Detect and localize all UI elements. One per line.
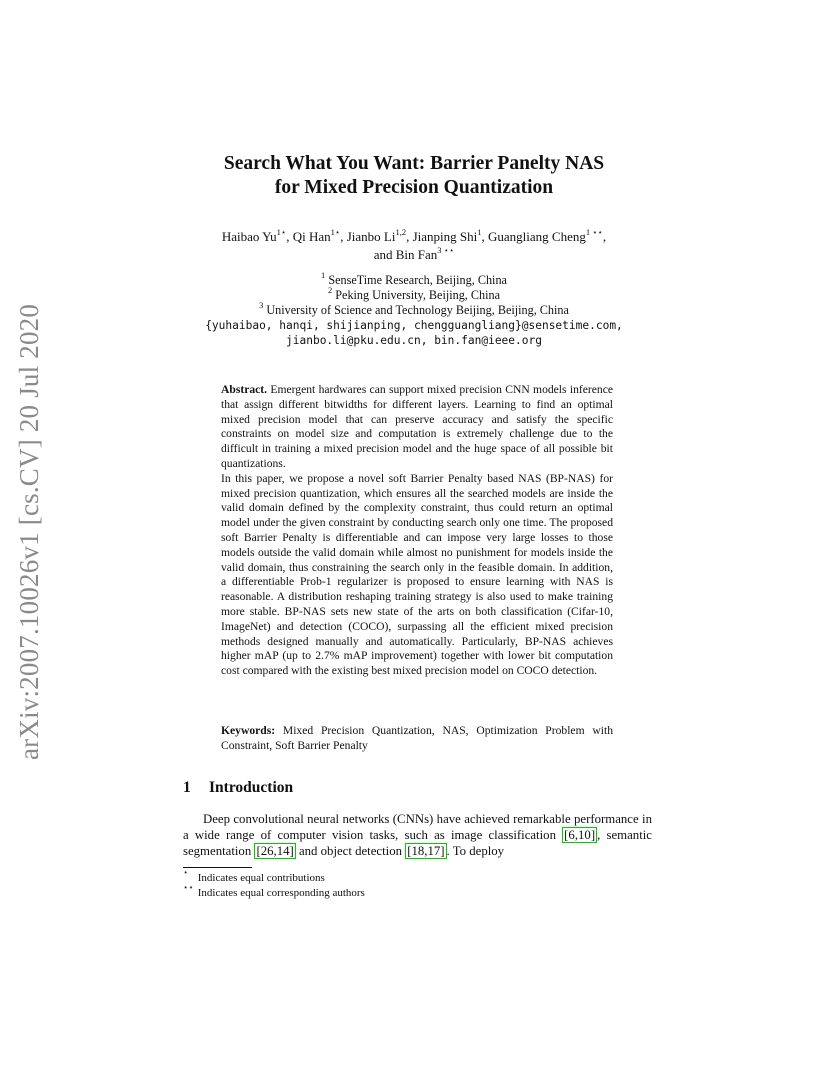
- author-affiliation-mark: 1⋆: [276, 226, 287, 237]
- author-affiliation-mark: 3 ⋆⋆: [437, 244, 455, 255]
- introduction-paragraph: Deep convolutional neural networks (CNNs) have achieved remarkable performance in a wide range of computer vision tasks, such as image classification [6,10] , semantic segmentation [26,14] and object detection [18,17] . To deploy: [183, 812, 652, 859]
- section-number: 1: [183, 779, 191, 796]
- citation-link[interactable]: [18,17]: [407, 844, 445, 859]
- author-name: Jianbo Li: [346, 229, 396, 244]
- paper-title: [0, 152, 828, 200]
- author-name: Guangliang Cheng: [488, 229, 586, 244]
- abstract: [221, 383, 613, 679]
- citation-link[interactable]: [26,14]: [256, 844, 294, 859]
- abstract-label: Abstract.: [221, 383, 268, 396]
- author-affiliation-mark: 1: [477, 226, 482, 237]
- author-line-2: [0, 246, 828, 264]
- author-name: Haibao Yu: [221, 229, 277, 244]
- affiliations-block: [0, 269, 828, 348]
- keywords: [221, 724, 613, 754]
- author-affiliation-mark: 1,2: [395, 226, 407, 237]
- author-name: Qi Han: [292, 229, 331, 244]
- citation-link[interactable]: [6,10]: [564, 828, 596, 843]
- title-line-2: for Mixed Precision Quantization: [274, 177, 554, 198]
- author-name: Jianping Shi: [412, 229, 478, 244]
- arxiv-identifier-stamp: arXiv:2007.10026v1 [cs.CV] 20 Jul 2020: [14, 303, 44, 760]
- keywords-text: Mixed Precision Quantization, NAS, Optimization Problem with Constraint, Soft Barrier Penalty: [221, 724, 613, 752]
- footnotes: [183, 867, 365, 901]
- footnote-rule: [183, 867, 252, 868]
- section-heading: [183, 779, 293, 797]
- affiliation-2: $^2$ Peking University, Beijing, China: [327, 284, 501, 302]
- email-line-2: jianbo.li@pku.edu.cn, bin.fan@ieee.org: [286, 334, 542, 347]
- author-affiliation-mark: 1⋆: [330, 226, 341, 237]
- title-line-1: Search What You Want: Barrier Panelty NAS: [223, 153, 605, 174]
- author-line-1: Haibao $Yu^{1⋆}$, Qi Han$^{1⋆}$, Jianbo Li$^{1,2}$, Jianping Shi$^1$, Guangliang Cheng$^{1 ⋆⋆}$,: [221, 226, 607, 244]
- affiliation-1: $^1$ SenseTime Research, Beijing, China: [321, 269, 507, 287]
- footnote-1: ⋆ Indicates equal contributions: [183, 867, 325, 884]
- author-name: and Bin Fan: [373, 247, 438, 262]
- footnote-2: ⋆⋆ Indicates equal corresponding authors: [183, 882, 365, 899]
- keywords-label: Keywords:: [221, 724, 276, 737]
- author-list: [0, 228, 828, 264]
- affiliation-3: $^3$ University of Science and Technology Beijing, Beijing, China: [259, 299, 569, 317]
- abstract-paragraph-1: Abstract. Emergent hardwares can support mixed precision CNN models inference that assign different bitwidths for different layers. Learning to find an optimal mixed precision model that can preserve accuracy and satisfy the specific constraints on model size and computation is extremely challenge due to the difficult in training a mixed precision model and the huge space of all possible bit quantizations.: [221, 383, 613, 470]
- author-affiliation-mark: 1 ⋆⋆: [585, 226, 603, 237]
- email-line-1: {yuhaibao, hanqi, shijianping, chengguangliang}@sensetime.com,: [205, 319, 623, 332]
- section-title: Introduction: [209, 779, 294, 796]
- abstract-paragraph-2: In this paper, we propose a novel soft Barrier Penalty based NAS (BP-NAS) for mixed precision quantization, which ensures all the searched models are inside the valid domain defined by the complexity constraint, thus could return an optimal model under the given constraint by conducting search only one time. The proposed soft Barrier Penalty is differentiable and can impose very large losses to those models outside the valid domain while almost no punishment for models inside the valid domain, thus constraining the search only in the feasible domain. In addition, a differentiable Prob-1 regularizer is proposed to ensure learning with NAS is reasonable. A distribution reshaping training strategy is also used to make training more stable. BP-NAS sets new state of the arts on both classification (Cifar-10, ImageNet) and detection (COCO), surpassing all the efficient mixed precision methods designed manually and automatically. Particularly, BP-NAS achieves higher mAP (up to 2.7% mAP improvement) together with lower bit computation cost compared with the existing best mixed precision model on COCO detection.: [221, 471, 613, 678]
